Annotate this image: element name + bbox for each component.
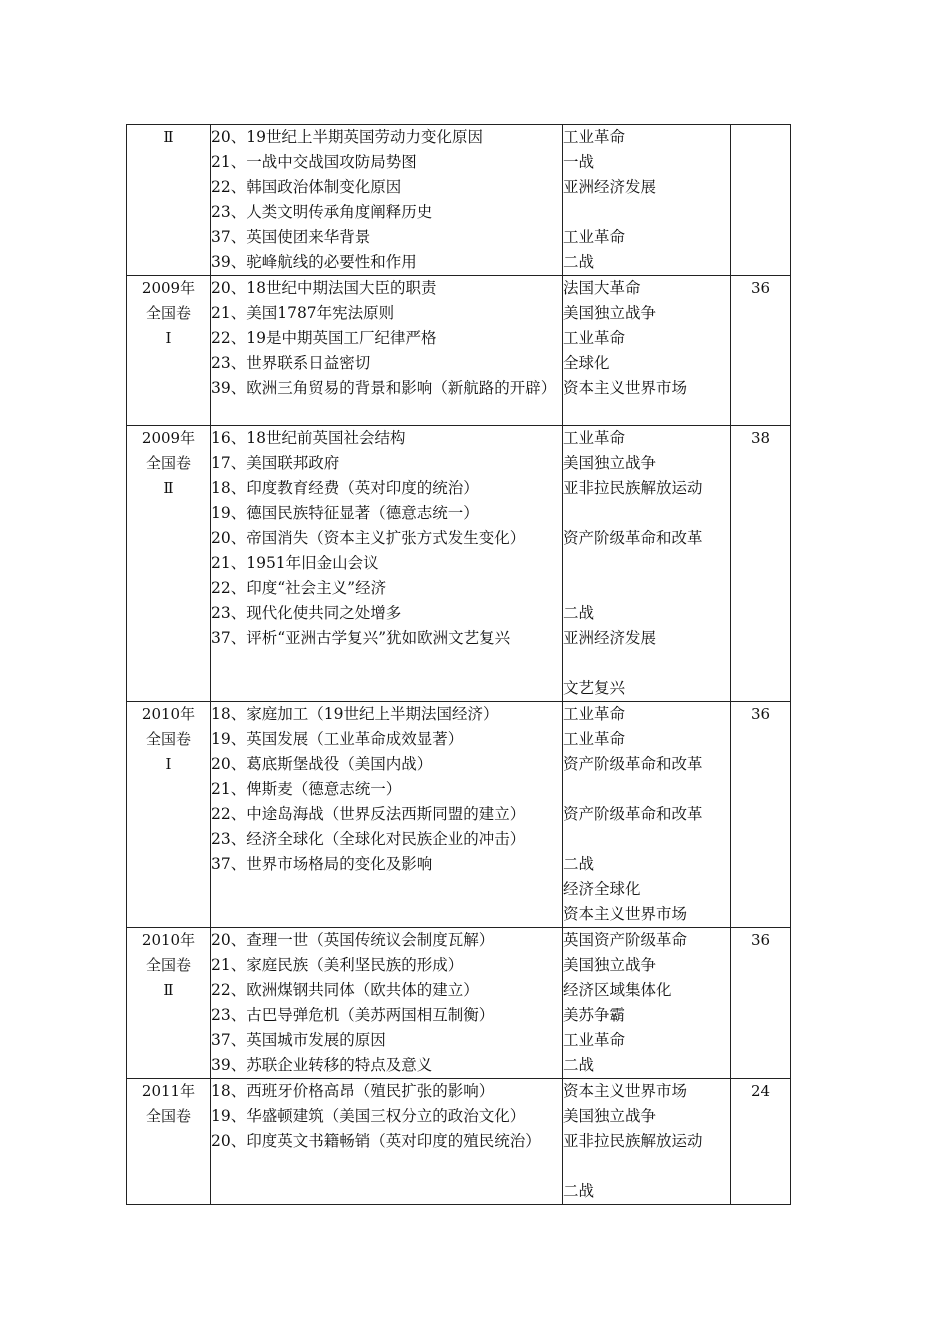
topic-item: 工业革命 [563,705,626,723]
score-value: 36 [750,931,771,949]
score-cell [731,1079,791,1205]
topic-item: 亚洲经济发展 [563,178,657,196]
topic-item: 工业革命 [563,329,626,347]
question-item: 23、经济全球化（全球化对民族企业的冲击） [211,830,526,848]
topic-item: 亚非拉民族解放运动 [563,1132,703,1150]
topic-item: 资产阶级革命和改革 [563,755,703,773]
question-item: 22、印度“社会主义”经济 [211,579,387,597]
topics-cell [563,702,731,928]
topic-item: 工业革命 [563,228,626,246]
score-value: 36 [750,279,771,297]
paper-cell [127,702,211,928]
score-value: 24 [750,1082,771,1100]
question-item: 20、印度英文书籍畅销（英对印度的殖民统治） [211,1132,541,1150]
questions-cell [211,928,563,1079]
question-item: 37、世界市场格局的变化及影响 [211,855,433,873]
question-item: 21、一战中交战国攻防局势图 [211,153,417,171]
question-item: 23、世界联系日益密切 [211,354,371,372]
topic-item: 二战 [563,1182,595,1200]
topic-item: 工业革命 [563,730,626,748]
table-row [127,702,791,928]
question-item: 18、西班牙价格高昂（殖民扩张的影响） [211,1082,495,1100]
question-item: 23、古巴导弹危机（美苏两国相互制衡） [211,1006,495,1024]
table-row [127,125,791,276]
topic-item: 工业革命 [563,1031,626,1049]
topic-item: 二战 [563,604,595,622]
table-row [127,1079,791,1205]
score-cell [731,702,791,928]
topic-item: 全球化 [563,354,610,372]
topic-item: 文艺复兴 [563,679,626,697]
question-item: 17、美国联邦政府 [211,454,340,472]
questions-cell [211,1079,563,1205]
question-item: 19、德国民族特征显著（德意志统一） [211,504,479,522]
question-item: 21、俾斯麦（德意志统一） [211,780,402,798]
topic-item: 资本主义世界市场 [563,379,688,397]
topic-item: 工业革命 [563,128,626,146]
paper-type: 全国卷 [145,304,191,322]
table-row [127,276,791,426]
question-item: 20、帝国消失（资本主义扩张方式发生变化） [211,529,526,547]
questions-cell [211,702,563,928]
question-item: 22、中途岛海战（世界反法西斯同盟的建立） [211,805,526,823]
topic-item: 经济全球化 [563,880,641,898]
question-item: 16、18世纪前英国社会结构 [211,429,406,447]
paper-cell [127,928,211,1079]
topic-item [563,651,730,676]
question-item: 21、美国1787年宪法原则 [211,304,395,322]
question-item: 23、人类文明传承角度阐释历史 [211,203,433,221]
paper-cell [127,125,211,276]
question-item: 22、韩国政治体制变化原因 [211,178,402,196]
topic-item: 一战 [563,153,595,171]
score-cell [731,928,791,1079]
question-item: 20、查理一世（英国传统议会制度瓦解） [211,931,495,949]
topic-item: 资本主义世界市场 [563,1082,688,1100]
topic-item: 亚洲经济发展 [563,629,657,647]
questions-cell [211,276,563,426]
topic-item: 二战 [563,1056,595,1074]
paper-year: 2009年 [141,429,196,447]
topic-item: 二战 [563,855,595,873]
question-item: 22、19是中期英国工厂纪律严格 [211,329,437,347]
exam-analysis-table [126,124,791,1205]
question-item: 23、现代化使共同之处增多 [211,604,402,622]
score-value: 36 [750,705,771,723]
question-item: 18、家庭加工（19世纪上半期法国经济） [211,705,499,723]
topic-item: 二战 [563,253,595,271]
paper-type: 全国卷 [145,730,191,748]
question-item: 21、家庭民族（美利坚民族的形成） [211,956,464,974]
topic-item: 经济区域集体化 [563,981,672,999]
topic-item: 美国独立战争 [563,956,657,974]
topic-item: 资本主义世界市场 [563,905,688,923]
topic-item: 资产阶级革命和改革 [563,805,703,823]
question-item: 39、苏联企业转移的特点及意义 [211,1056,433,1074]
table-row [127,426,791,702]
question-item: 19、华盛顿建筑（美国三权分立的政治文化） [211,1107,526,1125]
questions-cell [211,125,563,276]
question-item: 21、1951年旧金山会议 [211,554,379,572]
paper-number: Ⅱ [163,479,174,497]
score-cell [731,426,791,702]
paper-year: 2010年 [141,705,196,723]
question-item: 20、19世纪上半期英国劳动力变化原因 [211,128,483,146]
question-item: 20、葛底斯堡战役（美国内战） [211,755,433,773]
topics-cell [563,125,731,276]
paper-year: 2011年 [141,1082,196,1100]
topic-item: 工业革命 [563,429,626,447]
question-item: 37、英国使团来华背景 [211,228,371,246]
question-item: 19、英国发展（工业革命成效显著） [211,730,464,748]
paper-cell [127,276,211,426]
topic-item [563,576,730,601]
paper-type: 全国卷 [145,454,191,472]
question-item: 37、评析“亚洲古学复兴”犹如欧洲文艺复兴 [211,629,511,647]
score-cell [731,276,791,426]
topic-item [563,200,730,225]
score-cell [731,125,791,276]
topic-item: 资产阶级革命和改革 [563,529,703,547]
topic-item: 美国独立战争 [563,304,657,322]
paper-number: Ⅰ [165,329,172,347]
question-item: 22、欧洲煤钢共同体（欧共体的建立） [211,981,479,999]
topics-cell [563,276,731,426]
question-item: 18、印度教育经费（英对印度的统治） [211,479,479,497]
paper-year: 2009年 [141,279,196,297]
topic-item: 法国大革命 [563,279,641,297]
paper-number: Ⅰ [165,755,172,773]
question-item: 37、英国城市发展的原因 [211,1031,386,1049]
score-value: 38 [750,429,771,447]
paper-type: 全国卷 [145,956,191,974]
topic-item: 英国资产阶级革命 [563,931,688,949]
paper-cell [127,426,211,702]
question-item: 20、18世纪中期法国大臣的职责 [211,279,437,297]
topic-item: 美苏争霸 [563,1006,626,1024]
question-item: 39、欧洲三角贸易的背景和影响（新航路的开辟） [211,379,557,397]
topics-cell [563,928,731,1079]
topics-cell [563,426,731,702]
question-item: 39、驼峰航线的必要性和作用 [211,253,417,271]
paper-number: Ⅱ [163,981,174,999]
questions-cell [211,426,563,702]
paper-cell [127,1079,211,1205]
topic-item: 美国独立战争 [563,1107,657,1125]
paper-label: Ⅱ [163,128,174,146]
paper-year: 2010年 [141,931,196,949]
paper-type: 全国卷 [145,1107,191,1125]
topic-item: 美国独立战争 [563,454,657,472]
table-row [127,928,791,1079]
topic-item: 亚非拉民族解放运动 [563,479,703,497]
topics-cell [563,1079,731,1205]
